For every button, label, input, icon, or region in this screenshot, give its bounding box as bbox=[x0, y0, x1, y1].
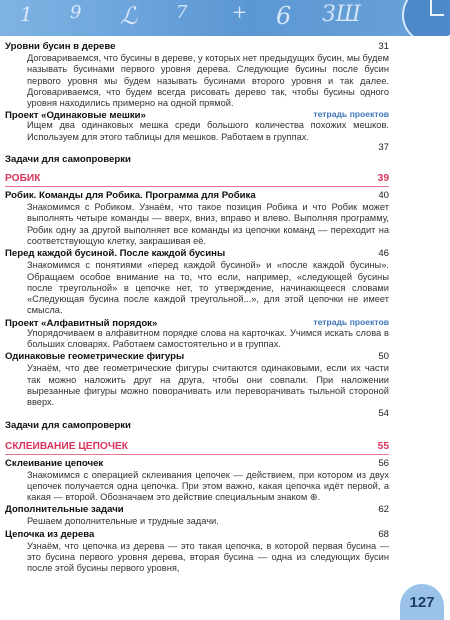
entry-page: 46 bbox=[378, 248, 389, 260]
toc-entry bbox=[5, 409, 389, 432]
toc-entry bbox=[5, 457, 389, 504]
entry-page: 37 bbox=[378, 142, 389, 154]
entry-page: 62 bbox=[378, 504, 389, 516]
banner-glyph: 1 bbox=[20, 2, 33, 26]
entry-description: Ищем два одинаковых мешка среди большого количества похожих мешков. Используем для этого таблицы для мешков. Работаем в группах. bbox=[27, 120, 389, 142]
toc-entry bbox=[5, 317, 389, 351]
section-heading bbox=[5, 172, 389, 186]
banner-glyph: 6 bbox=[276, 2, 292, 30]
toc-entry bbox=[5, 189, 389, 247]
entry-description: Узнаём, что цепочка из дерева — это такая цепочка, в которой первая бусина — это бусина первого уровня дерева, вторая бусина — одна из следующих бусин после этой бусины первого уровня, bbox=[27, 540, 389, 574]
entry-title: Проект «Алфавитный порядок» bbox=[5, 317, 158, 329]
entry-page: 50 bbox=[378, 351, 389, 363]
top-banner bbox=[0, 0, 450, 36]
entry-description: Знакомимся с Робиком. Узнаём, что такое позиция Робика и что Робик может выполнять четыре команды — вверх, вниз, вправо и влево. Выполняя программу, Робик одну за другой выполняет все команды из цепочки команд — переходит на соответствующую клетку, закрашивая её. bbox=[27, 202, 389, 246]
toc-entry bbox=[5, 40, 389, 109]
banner-glyph: ЗШ bbox=[322, 2, 361, 27]
entry-title: Уровни бусин в дереве bbox=[5, 41, 116, 52]
banner-glyph: + bbox=[232, 2, 248, 23]
entry-title: Задачи для самопроверки bbox=[5, 154, 131, 166]
entry-title: Дополнительные задачи bbox=[5, 504, 124, 516]
banner-glyph: ℒ bbox=[120, 2, 138, 30]
entry-title: Робик. Команды для Робика. Программа для Робика bbox=[5, 190, 256, 202]
section-title: СКЛЕИВАНИЕ ЦЕПОЧЕК bbox=[5, 440, 129, 452]
entry-description: Решаем дополнительные и трудные задачи. bbox=[27, 516, 219, 527]
entry-description: Договариваемся, что бусины в дереве, у которых нет предыдущих бусин, мы будем называть бусинами первого уровня дерева. Следующие бусины после бусин первого уровня мы будем называть бусинами второго уровня и так далее. Договариваемся, что будем всегда рисовать дерево так, чтобы бусины одного уровня находились примерно на одной прямой. bbox=[27, 53, 389, 109]
toc-entry bbox=[5, 247, 389, 316]
entry-page: 31 bbox=[378, 41, 389, 52]
section-divider bbox=[5, 186, 389, 187]
entry-page: 68 bbox=[378, 528, 389, 540]
entry-title: Перед каждой бусиной. После каждой бусины bbox=[5, 248, 226, 260]
banner-glyph: 9 bbox=[70, 2, 82, 23]
toc-entry bbox=[5, 528, 389, 575]
toc-entry bbox=[5, 153, 389, 166]
page-number-badge bbox=[400, 584, 444, 620]
toc-entry bbox=[5, 109, 389, 153]
section-title: РОБИК bbox=[5, 173, 41, 185]
entry-title: Одинаковые геометрические фигуры bbox=[5, 351, 185, 363]
workbook-tag: тетрадь проектов bbox=[313, 109, 389, 120]
banner-glyph: 7 bbox=[176, 2, 188, 23]
entry-title: Проект «Одинаковые мешки» bbox=[5, 110, 146, 122]
entry-title: Склеивание цепочек bbox=[5, 457, 104, 469]
entry-page: 54 bbox=[378, 407, 389, 419]
table-of-contents bbox=[5, 40, 389, 575]
section-heading bbox=[5, 440, 389, 454]
entry-description: Узнаём, что две геометрические фигуры считаются одинаковыми, если их части так можно наложить друг на друга, чтобы они совпали. При наложении вырезанные фигуры можно поворачивать или переворачивать тыльной стороной вверх. bbox=[27, 363, 389, 408]
page-number: 127 bbox=[409, 593, 435, 611]
entry-description: Знакомимся с операцией склеивания цепочек — действием, при котором из двух цепочек получается одна цепочка. При этом важно, какая цепочка идёт первой, а какая — второй. Обозначаем это действие специальным знаком ⊕. bbox=[27, 469, 389, 503]
entry-description: Знакомимся с понятиями «перед каждой бусиной» и «после каждой бусины». Обращаем особое внимание на то, что если, например, «следующей бусины после треугольной» в цепочке нет, то утверждение, начинающееся словами «Следующая бусина после каждой треугольной...», для этой цепочки не имеет смысла. bbox=[27, 260, 389, 316]
section-page: 39 bbox=[377, 173, 389, 185]
toc-entry bbox=[5, 350, 389, 408]
entry-page: 56 bbox=[378, 457, 389, 469]
entry-page: 40 bbox=[378, 190, 389, 202]
clock-icon bbox=[402, 0, 450, 36]
workbook-tag: тетрадь проектов bbox=[313, 316, 389, 327]
entry-title: Цепочка из дерева bbox=[5, 528, 95, 540]
entry-title: Задачи для самопроверки bbox=[5, 419, 131, 431]
section-page: 55 bbox=[377, 440, 389, 452]
toc-entry bbox=[5, 503, 389, 527]
entry-description: Упорядочиваем в алфавитном порядке слова на карточках. Учимся искать слова в больших словарях. Работаем самостоятельно и в группах. bbox=[27, 327, 389, 350]
section-divider bbox=[5, 454, 389, 455]
